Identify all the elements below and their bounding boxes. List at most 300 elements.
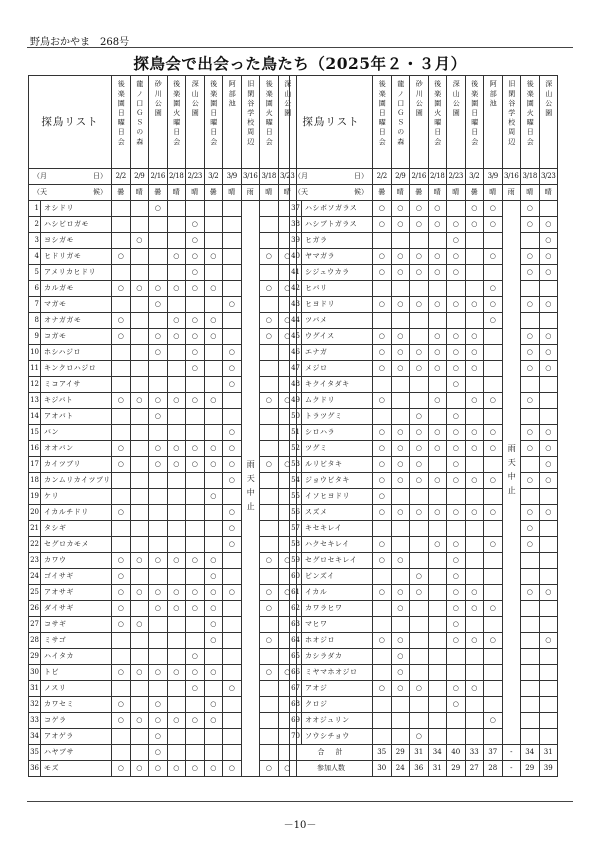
site-name: 後楽園火曜日会 — [265, 80, 274, 148]
bird-number: 52 — [290, 441, 302, 457]
sighting-mark: ○ — [539, 457, 558, 473]
sighting-mark — [465, 281, 484, 297]
sighting-mark — [167, 633, 186, 649]
bird-name: シジュウカラ — [302, 265, 373, 281]
sighting-mark: ○ — [112, 281, 131, 297]
participant-count: 27 — [465, 761, 484, 777]
bird-number: 28 — [29, 633, 41, 649]
sighting-mark: ○ — [391, 473, 410, 489]
bird-name: トビ — [41, 665, 112, 681]
participants-row — [290, 761, 558, 777]
sighting-mark — [130, 217, 149, 233]
bird-name: キンクロハジロ — [41, 361, 112, 377]
bird-number: 46 — [290, 345, 302, 361]
sighting-mark: ○ — [204, 457, 223, 473]
sighting-mark: ○ — [260, 761, 279, 777]
sighting-mark: ○ — [391, 201, 410, 217]
site-name-cell — [260, 76, 279, 169]
sighting-mark — [260, 713, 279, 729]
sighting-mark: ○ — [539, 633, 558, 649]
sighting-mark — [260, 265, 279, 281]
bird-name: カワラヒワ — [302, 601, 373, 617]
sighting-mark — [447, 713, 466, 729]
site-name-cell — [410, 76, 429, 169]
sighting-mark — [428, 585, 447, 601]
site-name-cell — [112, 76, 131, 169]
sighting-mark — [410, 553, 429, 569]
sighting-mark: ○ — [204, 281, 223, 297]
bird-name: ハシビロガモ — [41, 217, 112, 233]
sighting-mark: ○ — [260, 457, 279, 473]
sighting-mark — [521, 649, 540, 665]
sighting-mark — [149, 521, 168, 537]
event-weather: 晴 — [391, 185, 410, 201]
sighting-mark — [112, 217, 131, 233]
sighting-mark — [539, 313, 558, 329]
sighting-mark: ○ — [428, 201, 447, 217]
sighting-mark: ○ — [223, 473, 242, 489]
sighting-mark — [167, 617, 186, 633]
site-name: 阿部池 — [489, 80, 498, 109]
site-name-cell — [167, 76, 186, 169]
sighting-mark: ○ — [223, 681, 242, 697]
sighting-mark — [149, 361, 168, 377]
sighting-mark — [167, 425, 186, 441]
sighting-mark: ○ — [204, 313, 223, 329]
sighting-mark — [186, 537, 205, 553]
bird-number: 56 — [290, 505, 302, 521]
sighting-mark: ○ — [410, 585, 429, 601]
sighting-mark: ○ — [391, 601, 410, 617]
sighting-mark: ○ — [410, 361, 429, 377]
sighting-mark — [112, 201, 131, 217]
sighting-mark — [112, 409, 131, 425]
sighting-mark — [204, 377, 223, 393]
bird-name: オナガガモ — [41, 313, 112, 329]
bird-number: 37 — [290, 201, 302, 217]
sighting-mark: ○ — [521, 345, 540, 361]
event-date: 2/18 — [167, 169, 186, 185]
sighting-mark — [484, 329, 503, 345]
sighting-mark — [391, 489, 410, 505]
bird-name: トラツグミ — [302, 409, 373, 425]
sighting-mark: ○ — [260, 585, 279, 601]
sighting-mark: ○ — [278, 457, 297, 473]
sighting-mark — [130, 649, 149, 665]
sighting-mark: ○ — [204, 329, 223, 345]
bird-number: 5 — [29, 265, 41, 281]
event-weather: 曇 — [149, 185, 168, 201]
sighting-mark — [204, 505, 223, 521]
sighting-mark — [204, 201, 223, 217]
sighting-mark: ○ — [373, 329, 392, 345]
site-name-cell — [130, 76, 149, 169]
sighting-mark — [149, 265, 168, 281]
bird-name: マヒワ — [302, 617, 373, 633]
sighting-mark — [130, 729, 149, 745]
sighting-mark: ○ — [447, 345, 466, 361]
sighting-mark — [521, 489, 540, 505]
sighting-mark: ○ — [278, 313, 297, 329]
sighting-mark — [167, 697, 186, 713]
event-weather: 晴 — [130, 185, 149, 201]
sighting-mark: ○ — [484, 281, 503, 297]
bird-name: エナガ — [302, 345, 373, 361]
sighting-mark — [447, 313, 466, 329]
site-name-cell — [204, 76, 223, 169]
sighting-mark: ○ — [539, 329, 558, 345]
sighting-mark — [465, 569, 484, 585]
sighting-mark — [521, 409, 540, 425]
sighting-mark: ○ — [410, 297, 429, 313]
sighting-mark: ○ — [465, 633, 484, 649]
sighting-mark — [167, 217, 186, 233]
sighting-mark — [186, 377, 205, 393]
sighting-mark — [465, 409, 484, 425]
sighting-mark — [373, 281, 392, 297]
sighting-mark: ○ — [112, 761, 131, 777]
sighting-mark: ○ — [447, 697, 466, 713]
sighting-mark: ○ — [278, 761, 297, 777]
sighting-mark: ○ — [428, 441, 447, 457]
sighting-mark: ○ — [373, 425, 392, 441]
sighting-mark — [465, 697, 484, 713]
date-label — [29, 173, 111, 180]
bird-name: ヨシガモ — [41, 233, 112, 249]
sighting-mark: ○ — [539, 473, 558, 489]
sighting-mark: ○ — [484, 313, 503, 329]
bird-number: 50 — [290, 409, 302, 425]
sighting-mark: ○ — [465, 505, 484, 521]
sighting-mark — [465, 313, 484, 329]
sighting-mark — [186, 617, 205, 633]
sighting-mark — [149, 249, 168, 265]
sighting-mark: ○ — [465, 329, 484, 345]
sighting-mark — [223, 617, 242, 633]
species-total: - — [502, 745, 521, 761]
sighting-mark: ○ — [539, 297, 558, 313]
sighting-mark: ○ — [112, 665, 131, 681]
weather-row — [290, 185, 558, 201]
sighting-mark — [130, 633, 149, 649]
sighting-mark — [223, 217, 242, 233]
sighting-mark: ○ — [447, 217, 466, 233]
bird-name: キクイタダキ — [302, 377, 373, 393]
event-weather: 曇 — [465, 185, 484, 201]
sighting-mark — [539, 393, 558, 409]
bird-number: 36 — [29, 761, 41, 777]
sighting-mark: ○ — [539, 233, 558, 249]
bird-number: 38 — [290, 217, 302, 233]
date-label-close: 日） — [93, 172, 107, 180]
sighting-mark — [521, 617, 540, 633]
bird-number: 45 — [290, 329, 302, 345]
sighting-mark: ○ — [373, 345, 392, 361]
sighting-mark: ○ — [186, 601, 205, 617]
sighting-mark — [410, 329, 429, 345]
bird-name: ジョウビタキ — [302, 473, 373, 489]
bird-number: 49 — [290, 393, 302, 409]
sighting-mark: ○ — [484, 297, 503, 313]
sighting-mark — [130, 425, 149, 441]
sighting-mark: ○ — [130, 281, 149, 297]
sighting-mark — [260, 537, 279, 553]
event-date: 2/2 — [112, 169, 131, 185]
bird-number: 11 — [29, 361, 41, 377]
sighting-mark: ○ — [410, 249, 429, 265]
species-total: 35 — [373, 745, 392, 761]
sighting-mark: ○ — [465, 345, 484, 361]
sighting-mark: ○ — [373, 441, 392, 457]
sighting-mark: ○ — [112, 585, 131, 601]
sighting-mark — [204, 425, 223, 441]
sighting-mark — [204, 361, 223, 377]
sighting-mark — [260, 201, 279, 217]
sighting-mark: ○ — [167, 601, 186, 617]
sighting-mark — [223, 281, 242, 297]
sighting-mark — [484, 665, 503, 681]
sighting-mark — [130, 345, 149, 361]
sighting-mark: ○ — [484, 201, 503, 217]
sighting-mark — [223, 489, 242, 505]
date-label-open: （月 — [294, 172, 308, 180]
event-weather: 晴 — [447, 185, 466, 201]
bird-name: ミヤマホオジロ — [302, 665, 373, 681]
site-name: 後楽園日曜日会 — [209, 80, 218, 148]
sighting-mark: ○ — [278, 393, 297, 409]
sighting-mark — [130, 489, 149, 505]
sighting-mark: ○ — [260, 633, 279, 649]
event-date: 2/18 — [428, 169, 447, 185]
sighting-mark — [428, 697, 447, 713]
sighting-mark: ○ — [223, 761, 242, 777]
sighting-mark: ○ — [223, 377, 242, 393]
sighting-mark: ○ — [260, 281, 279, 297]
sighting-mark — [465, 249, 484, 265]
sighting-mark: ○ — [521, 537, 540, 553]
date-label-cell — [29, 169, 112, 185]
sighting-mark — [223, 265, 242, 281]
sighting-mark: ○ — [260, 665, 279, 681]
participant-count: 29 — [447, 761, 466, 777]
sighting-mark: ○ — [521, 521, 540, 537]
bird-number: 51 — [290, 425, 302, 441]
bird-table-left — [28, 75, 297, 777]
sighting-mark: ○ — [465, 681, 484, 697]
bird-name: カワウ — [41, 553, 112, 569]
site-name: 後楽園日曜日会 — [470, 80, 479, 148]
sighting-mark — [539, 409, 558, 425]
sighting-mark: ○ — [278, 329, 297, 345]
sighting-mark — [428, 713, 447, 729]
sighting-mark — [130, 329, 149, 345]
sighting-mark — [539, 537, 558, 553]
bird-name: ヒガラ — [302, 233, 373, 249]
sighting-mark — [204, 729, 223, 745]
sighting-mark — [167, 265, 186, 281]
bird-name: バン — [41, 425, 112, 441]
sighting-mark: ○ — [465, 441, 484, 457]
bird-name: ルリビタキ — [302, 457, 373, 473]
sighting-mark: ○ — [186, 361, 205, 377]
sighting-mark: ○ — [447, 617, 466, 633]
sighting-mark: ○ — [149, 745, 168, 761]
sighting-mark: ○ — [410, 681, 429, 697]
sighting-mark: ○ — [521, 505, 540, 521]
sighting-mark: ○ — [391, 665, 410, 681]
site-header-row — [29, 76, 297, 169]
sighting-mark — [112, 473, 131, 489]
sighting-mark — [260, 233, 279, 249]
bird-number: 26 — [29, 601, 41, 617]
sighting-mark — [167, 505, 186, 521]
sighting-mark — [484, 361, 503, 377]
bird-name: イソヒヨドリ — [302, 489, 373, 505]
sighting-mark: ○ — [465, 393, 484, 409]
sighting-mark — [223, 713, 242, 729]
sighting-mark: ○ — [130, 553, 149, 569]
sighting-mark: ○ — [260, 553, 279, 569]
sighting-mark: ○ — [484, 537, 503, 553]
site-name: 深山公園 — [452, 80, 461, 119]
list-title-cell — [290, 76, 373, 169]
sighting-mark — [484, 569, 503, 585]
sighting-mark — [167, 201, 186, 217]
sighting-mark: ○ — [521, 473, 540, 489]
bird-name: コガモ — [41, 329, 112, 345]
sighting-mark — [521, 457, 540, 473]
sighting-mark — [484, 617, 503, 633]
bird-row — [290, 201, 558, 217]
sighting-mark — [149, 233, 168, 249]
site-name: 砂川公園 — [415, 80, 424, 119]
sighting-mark: ○ — [410, 425, 429, 441]
sighting-mark — [391, 409, 410, 425]
sighting-mark — [186, 521, 205, 537]
participant-count: 39 — [539, 761, 558, 777]
bird-number: 41 — [290, 265, 302, 281]
event-weather: 晴 — [521, 185, 540, 201]
bird-number: 47 — [290, 361, 302, 377]
bird-number: 54 — [290, 473, 302, 489]
sighting-mark — [373, 313, 392, 329]
bird-name: ツグミ — [302, 441, 373, 457]
sighting-mark — [465, 233, 484, 249]
bird-name: アオサギ — [41, 585, 112, 601]
sighting-mark — [465, 457, 484, 473]
sighting-mark: ○ — [521, 393, 540, 409]
sighting-mark — [521, 313, 540, 329]
sighting-mark — [204, 345, 223, 361]
bird-number: 1 — [29, 201, 41, 217]
sighting-mark — [465, 617, 484, 633]
sighting-mark — [130, 249, 149, 265]
date-row — [290, 169, 558, 185]
sighting-mark: ○ — [278, 249, 297, 265]
sighting-mark: ○ — [521, 585, 540, 601]
species-total: 37 — [484, 745, 503, 761]
sighting-mark — [539, 617, 558, 633]
sighting-mark — [204, 297, 223, 313]
sighting-mark — [204, 409, 223, 425]
sighting-mark — [260, 377, 279, 393]
sighting-mark — [260, 745, 279, 761]
sighting-mark — [260, 409, 279, 425]
total-label: 合 計 — [290, 745, 373, 761]
sighting-mark: ○ — [410, 409, 429, 425]
sighting-mark — [428, 553, 447, 569]
sighting-mark: ○ — [130, 393, 149, 409]
site-name: 後楽園日曜日会 — [117, 80, 126, 148]
sighting-mark — [539, 713, 558, 729]
bird-name: セグロセキレイ — [302, 553, 373, 569]
participant-count: - — [502, 761, 521, 777]
sighting-mark — [260, 521, 279, 537]
sighting-mark — [447, 649, 466, 665]
sighting-mark: ○ — [447, 409, 466, 425]
participant-count: 31 — [428, 761, 447, 777]
site-name-cell — [465, 76, 484, 169]
sighting-mark: ○ — [447, 537, 466, 553]
event-date: 2/16 — [410, 169, 429, 185]
weather-label — [29, 189, 111, 196]
event-date: 3/18 — [521, 169, 540, 185]
event-weather: 晴 — [484, 185, 503, 201]
sighting-mark: ○ — [521, 217, 540, 233]
sighting-mark: ○ — [186, 553, 205, 569]
bird-name: アオバト — [41, 409, 112, 425]
sighting-mark: ○ — [521, 441, 540, 457]
site-name: 龍ノ口ＧＳの森 — [396, 80, 405, 148]
sighting-mark: ○ — [447, 329, 466, 345]
sighting-mark — [428, 633, 447, 649]
sighting-mark: ○ — [204, 697, 223, 713]
site-name-cell — [502, 76, 521, 169]
event-weather: 晴 — [167, 185, 186, 201]
date-row — [29, 169, 297, 185]
bird-name: カイツブリ — [41, 457, 112, 473]
sighting-mark: ○ — [278, 553, 297, 569]
sighting-mark — [186, 569, 205, 585]
bird-number: 57 — [290, 521, 302, 537]
page-number: －10－ — [283, 820, 317, 831]
bird-number: 16 — [29, 441, 41, 457]
sighting-mark — [373, 377, 392, 393]
sighting-mark: ○ — [447, 553, 466, 569]
sighting-mark — [391, 377, 410, 393]
bird-name: ミサゴ — [41, 633, 112, 649]
sighting-mark: ○ — [373, 633, 392, 649]
sighting-mark — [410, 713, 429, 729]
bird-name: ソウシチョウ — [302, 729, 373, 745]
bird-number: 19 — [29, 489, 41, 505]
bird-number: 40 — [290, 249, 302, 265]
sighting-mark — [186, 473, 205, 489]
bird-name: ツバメ — [302, 313, 373, 329]
bird-number: 42 — [290, 281, 302, 297]
sighting-mark — [484, 265, 503, 281]
participants-label: 参加人数 — [290, 761, 373, 777]
sighting-mark — [149, 377, 168, 393]
sighting-mark: ○ — [149, 201, 168, 217]
sighting-mark: ○ — [410, 457, 429, 473]
sighting-mark: ○ — [465, 473, 484, 489]
sighting-mark — [149, 425, 168, 441]
sighting-mark: ○ — [149, 281, 168, 297]
sighting-mark: ○ — [447, 473, 466, 489]
bird-name: アオジ — [302, 681, 373, 697]
bird-number: 15 — [29, 425, 41, 441]
